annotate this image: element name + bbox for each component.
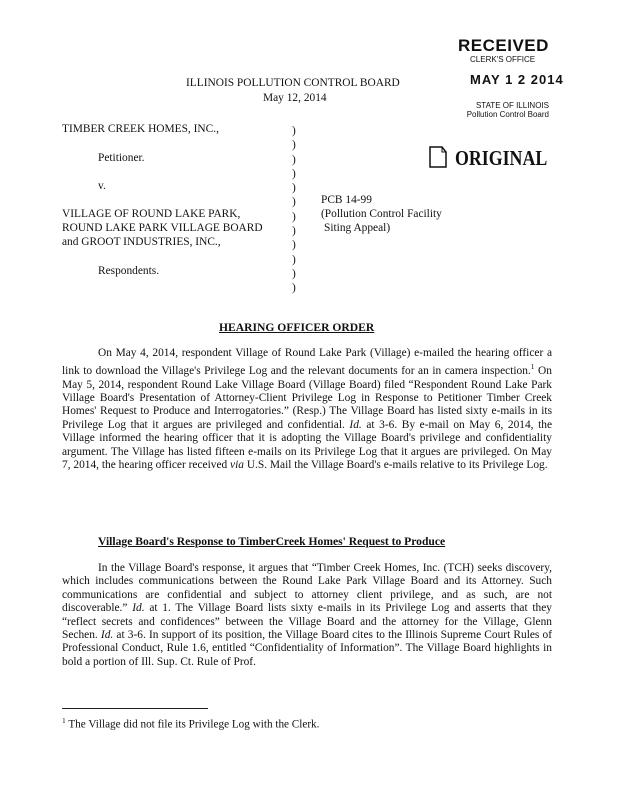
clerks-office-stamp: CLERK'S OFFICE bbox=[470, 55, 536, 64]
footnote bbox=[62, 716, 319, 731]
footnote-number: 1 bbox=[62, 716, 66, 725]
section-heading: Village Board's Response to TimberCreek Homes' Request to Produce bbox=[98, 535, 446, 548]
respondent-line1: VILLAGE OF ROUND LAKE PARK, bbox=[62, 208, 241, 220]
case-type-line2: Siting Appeal) bbox=[324, 222, 391, 234]
footnote-text: The Village did not file its Privilege Log with the Clerk. bbox=[65, 718, 320, 731]
p2-id-cite-1: Id. bbox=[132, 602, 145, 615]
respondent-line2: ROUND LAKE PARK VILLAGE BOARD bbox=[62, 222, 263, 234]
received-date-stamp: MAY 1 2 2014 bbox=[470, 72, 564, 87]
p1-part-d: U.S. Mail the Village Board's e-mails relative to its Privilege Log. bbox=[243, 459, 548, 472]
document-icon bbox=[427, 144, 449, 170]
case-type-line1: (Pollution Control Facility bbox=[321, 208, 442, 220]
p2-part-a: In the Village Board's response, it argues that “Timber Creek Homes, Inc. (TCH) seeks discovery, which includes communications between the Round Lake Park Village Board and its Attorney. Such communications are confidential and subject to attorney client privilege, and as such, are not discoverable.” bbox=[62, 562, 552, 615]
p1-part-b: On May 5, 2014, respondent Round Lake Village Board (Village Board) filed “Respondent Round Lake Park Village Board's Presentation of Attorney-Client Privilege Log in Response to Petitioner Timber Creek Homes' Request to Produce and Interrogatories.” (Resp.) The Village Board has listed sixty e-mails in its Privilege Log that it argues are privileged and confidential. bbox=[62, 365, 552, 431]
header-date: May 12, 2014 bbox=[263, 92, 327, 104]
board-title: ILLINOIS POLLUTION CONTROL BOARD bbox=[186, 77, 400, 89]
versus: v. bbox=[98, 180, 106, 192]
p2-part-c: at 3-6. In support of its position, the Village Board cites to the Illinois Supreme Court Rules of Professional Conduct, Rule 1.6, entitled “Confidentiality of Information”. The Village Board highlights in bold a portion of Ill. Sup. Ct. Rule of Prof. bbox=[62, 629, 552, 668]
received-stamp: RECEIVED bbox=[458, 36, 549, 55]
case-number: PCB 14-99 bbox=[321, 194, 372, 206]
order-title: HEARING OFFICER ORDER bbox=[219, 321, 375, 334]
p2-part-b: at 1. The Village Board lists sixty e-mails in its Privilege Log and asserts that they “reflect secrets and confidences” between the Village Board and the attorney for the Village, Glenn Sechen. bbox=[62, 602, 552, 642]
respondent-line3: and GROOT INDUSTRIES, INC., bbox=[62, 236, 221, 248]
p1-part-a: On May 4, 2014, respondent Village of Round Lake Park (Village) e-mailed the hearing officer a link to download the Village's Privilege Log and the relevant documents for an in camera inspection. bbox=[62, 347, 552, 378]
state-stamp-line1: STATE OF ILLINOIS bbox=[475, 101, 549, 110]
p1-via: via bbox=[230, 459, 244, 472]
paragraph-1 bbox=[62, 347, 552, 472]
p1-part-c: at 3-6. By e-mail on May 6, 2014, the Village informed the hearing officer that it is adopting the Village Board's privilege and confidentiality argument. The Village has listed fifteen e-mails on its Privilege Log that it argues are privileged. On May 7, 2014, the hearing officer received bbox=[62, 418, 552, 472]
caption-parentheses: ) ) ) ) ) ) ) ) ) ) ) ) bbox=[292, 125, 296, 295]
footnote-divider bbox=[62, 708, 208, 709]
state-board-stamp bbox=[455, 101, 549, 119]
paragraph-2 bbox=[62, 562, 552, 669]
respondent-role: Respondents. bbox=[98, 265, 160, 277]
original-label: ORIGINAL bbox=[455, 146, 548, 170]
state-stamp-line2: Pollution Control Board bbox=[466, 110, 549, 119]
p1-id-cite: Id. bbox=[349, 418, 362, 431]
petitioner-role: Petitioner. bbox=[98, 152, 145, 164]
petitioner-name: TIMBER CREEK HOMES, INC., bbox=[62, 123, 219, 135]
footnote-ref-1: 1 bbox=[530, 362, 535, 372]
p2-id-cite-2: Id. bbox=[100, 629, 114, 642]
